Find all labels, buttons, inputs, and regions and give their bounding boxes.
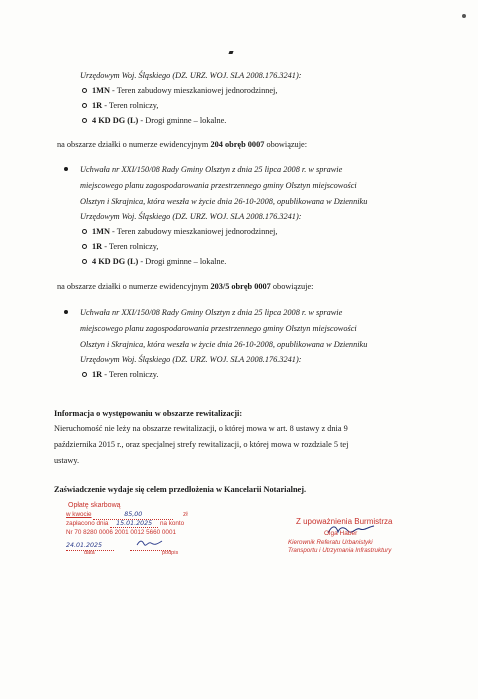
- signature-stamp: [286, 517, 436, 577]
- resolution-text: Olsztyn i Skrajnica, która weszła w życie dnia 26-10-2008, opublikowana w Dzienniku: [80, 340, 368, 349]
- resolution-text: Uchwała nr XXI/150/08 Rady Gminy Olsztyn z dnia 25 lipca 2008 r. w sprawie: [80, 165, 343, 174]
- parcel-203-heading: na obszarze działki o numerze ewidencyjnym 203/5 obręb 0007 obowiązuje:: [57, 282, 314, 291]
- circle-bullet-icon: [82, 372, 87, 377]
- parcel-204-heading: na obszarze działki o numerze ewidencyjnym 204 obręb 0007 obowiązuje:: [57, 140, 307, 149]
- fee-signature-label: podpis: [162, 550, 179, 556]
- fee-amount-row: w kwocie 85,00 zł: [66, 511, 188, 518]
- resolution-text: Olsztyn i Skrajnica, która weszła w życie dnia 26-10-2008, opublikowana w Dzienniku: [80, 197, 368, 206]
- signatory-title: Kierownik Referatu Urbanistyki: [288, 539, 373, 546]
- fee-amount-value: 85,00: [124, 511, 143, 518]
- circle-bullet-icon: [82, 244, 87, 249]
- bullet-icon: [64, 310, 68, 314]
- intro-resolution-line: Urzędowym Woj. Śląskiego (DZ. URZ. WOJ. SLA 2008.176.3241):: [80, 71, 302, 80]
- signatory-name: Olga Haber: [324, 530, 358, 537]
- revitalization-text: ustawy.: [54, 456, 80, 465]
- zone-item: 4 KD DG (L) - Drogi gminne – lokalne.: [92, 257, 227, 266]
- signature-stamp-authority: Z upoważnienia Burmistrza: [296, 517, 393, 526]
- revitalization-heading: Informacja o występowaniu w obszarze rewitalizacji:: [54, 409, 243, 418]
- circle-bullet-icon: [82, 88, 87, 93]
- zone-item: 4 KD DG (L) - Drogi gminne – lokalne.: [92, 116, 227, 125]
- fee-stamp-title: Opłatę skarbową: [68, 502, 121, 509]
- revitalization-text: Nieruchomość nie leży na obszarze rewitalizacji, o której mowa w art. 8 ustawy z dnia 9: [54, 424, 348, 433]
- fee-date-row: [66, 539, 170, 551]
- bullet-icon: [64, 167, 68, 171]
- handwritten-initials: [136, 539, 164, 547]
- resolution-text: miejscowego planu zagospodarowania przestrzennego gminy Olsztyn miejscowości: [80, 181, 357, 190]
- fee-paid-date: 15.01.2025: [110, 520, 158, 528]
- purpose-statement: Zaświadczenie wydaje się celem przedłożenia w Kancelarii Notarialnej.: [54, 485, 307, 494]
- circle-bullet-icon: [82, 259, 87, 264]
- fee-account: Nr 70 8280 0006 2001 0012 5660 0001: [66, 529, 176, 536]
- circle-bullet-icon: [82, 118, 87, 123]
- resolution-text: Uchwała nr XXI/150/08 Rady Gminy Olsztyn z dnia 25 lipca 2008 r. w sprawie: [80, 308, 343, 317]
- revitalization-text: października 2015 r., oraz specjalnej strefy rewitalizacji, o której mowa w rozdziale 5 tej: [54, 440, 349, 449]
- circle-bullet-icon: [82, 229, 87, 234]
- resolution-text: Urzędowym Woj. Śląskiego (DZ. URZ. WOJ. SLA 2008.176.3241):: [80, 212, 302, 221]
- zone-item: 1R - Teren rolniczy.: [92, 370, 159, 379]
- ink-mark: [228, 51, 233, 54]
- zone-item: 1MN - Teren zabudowy mieszkaniowej jednorodzinnej,: [92, 86, 278, 95]
- fee-stamp: [62, 502, 232, 574]
- resolution-text: Urzędowym Woj. Śląskiego (DZ. URZ. WOJ. SLA 2008.176.3241):: [80, 355, 302, 364]
- zone-item: 1MN - Teren zabudowy mieszkaniowej jednorodzinnej,: [92, 227, 278, 236]
- zone-item: 1R - Teren rolniczy,: [92, 101, 159, 110]
- fee-paid-row: zapłacono dnia 15.01.2025 na konto: [66, 520, 185, 527]
- fee-date-label: data: [84, 550, 95, 556]
- zone-item: 1R - Teren rolniczy,: [92, 242, 159, 251]
- signatory-department: Transportu i Utrzymania Infrastruktury: [288, 547, 392, 554]
- scan-mark: [462, 14, 466, 18]
- resolution-text: miejscowego planu zagospodarowania przestrzennego gminy Olsztyn miejscowości: [80, 324, 357, 333]
- fee-date-value: 24.01.2025: [66, 542, 114, 551]
- circle-bullet-icon: [82, 103, 87, 108]
